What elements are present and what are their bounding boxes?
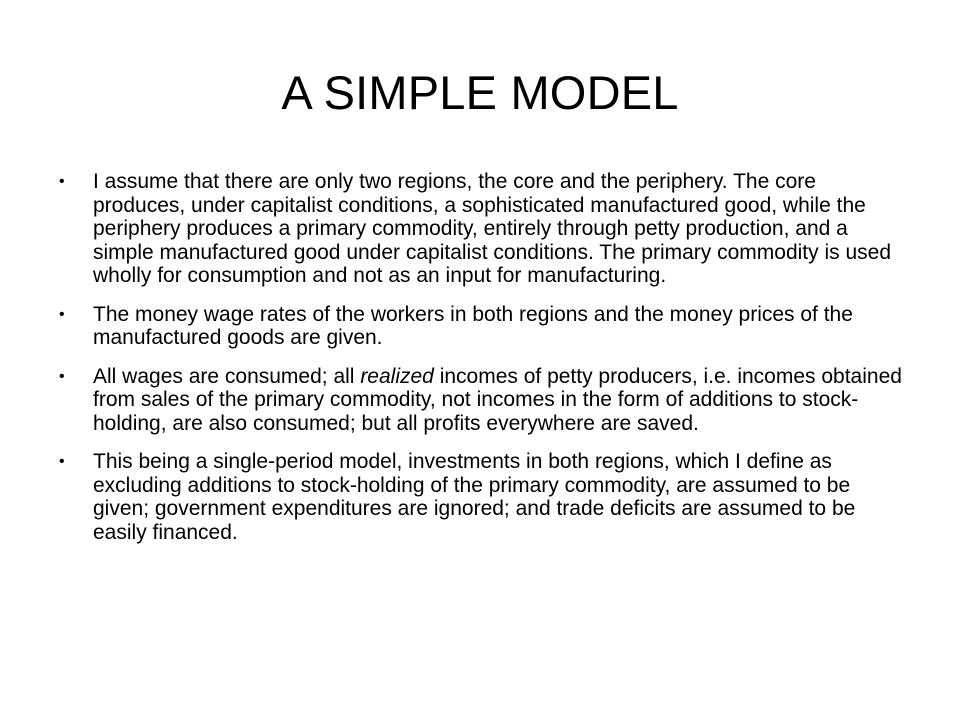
bullet-text-3-end: incomes of petty producers, i.e. incomes obtained from sales of the primary commodity, not incomes in the form of additions to stock-holding, are also consumed; but all profits everywhere are saved. — [93, 364, 902, 435]
bullet-text-2: The money wage rates of the workers in both regions and the money prices of the manufactured goods are given. — [93, 302, 853, 349]
bullet-item-2 — [57, 303, 907, 350]
bullet-text-1: I assume that there are only two regions, the core and the periphery. The core produces, under capitalist conditions, a sophisticated manufactured good, while the periphery produces a primary commodity, entirely through petty production, and a simple manufactured good under capitalist conditions. The primary commodity is used wholly for consumption and not as an input for manufacturing. — [93, 170, 891, 287]
bullet-text-3 — [93, 365, 902, 435]
slide-title: A SIMPLE MODEL — [281, 66, 679, 119]
bullet-item-4 — [57, 450, 907, 544]
bullet-item-1 — [57, 170, 907, 288]
bullet-text-3-start: All wages are consumed; all — [93, 364, 361, 388]
bullet-item-3 — [57, 365, 907, 436]
bullet-text-3-italic: realized — [360, 364, 434, 388]
bullet-text-4: This being a single-period model, investments in both regions, which I define as excluding additions to stock-holding of the primary commodity, are assumed to be given; government expenditures are ignored; and trade deficits are assumed to be easily financed. — [93, 450, 856, 544]
bullet-dot-icon: • — [59, 367, 65, 385]
bullet-dot-icon: • — [59, 173, 65, 190]
bullet-dot-icon: • — [59, 305, 65, 323]
bullet-list — [57, 170, 907, 559]
bullet-dot-icon: • — [59, 453, 65, 470]
